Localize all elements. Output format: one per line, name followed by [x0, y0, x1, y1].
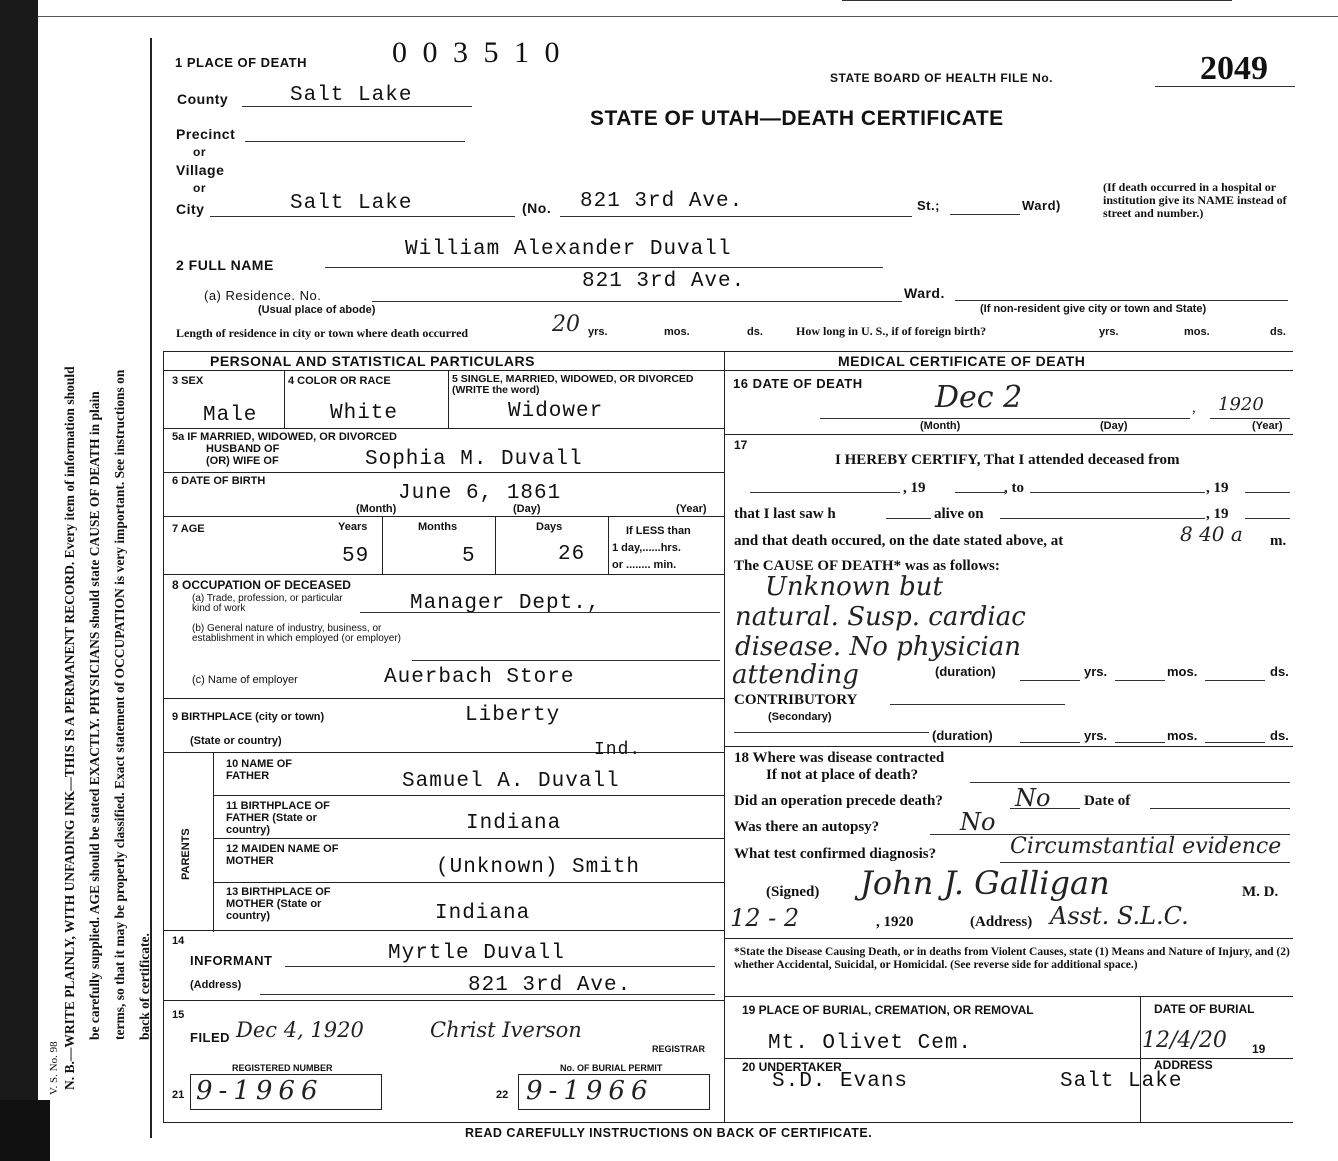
age-months-label: Months [418, 521, 458, 533]
cause-line-3: disease. No physician [735, 632, 1021, 662]
filed-number: 15 [172, 1009, 185, 1021]
sign-address: Asst. S.L.C. [1050, 902, 1189, 930]
scan-top-edge [38, 0, 1338, 17]
father-birthplace-value: Indiana [466, 812, 562, 835]
dod-day: (Day) [1100, 420, 1128, 432]
mother-birthplace-value: Indiana [435, 902, 531, 925]
operation-value: No [1015, 784, 1051, 812]
city-value: Salt Lake [290, 192, 413, 215]
burial-date-label: DATE OF BURIAL [1154, 1002, 1255, 1016]
father-label: 10 NAME OF FATHER [226, 758, 293, 782]
lessthan-2: 1 day,......hrs. [612, 542, 681, 554]
grid-bottom [163, 1122, 1293, 1123]
occurred-text: and that death occured, on the date stated above, at [734, 533, 1064, 549]
length-residence-label: Length of residence in city or town where death occurred [176, 326, 469, 340]
undertaker-label: 20 UNDERTAKER [742, 1060, 842, 1074]
lessthan-3: or ........ min. [612, 559, 677, 571]
employer-value: Auerbach Store [384, 666, 575, 689]
grid-divider [724, 351, 725, 1123]
margin-text-1: N. B.—WRITE PLAINLY, WITH UNFADING INK—THIS IS A PERMANENT RECORD. Every item of information should [62, 366, 77, 1090]
undertaker-address: Salt Lake [1060, 1070, 1183, 1093]
cause-line-1: Unknown but [765, 572, 943, 602]
father-value: Samuel A. Duvall [402, 770, 620, 793]
length-yrs: yrs. [588, 326, 608, 338]
secondary-label: (Secondary) [768, 711, 832, 723]
sign-address-label: (Address) [970, 914, 1033, 930]
informant-address: 821 3rd Ave. [468, 974, 632, 997]
foreign-label: How long in U. S., if of foreign birth? [796, 324, 987, 338]
registered-number: 9-1966 [196, 1076, 324, 1106]
scan-bottom-left [0, 1100, 50, 1161]
foreign-mos: mos. [1184, 326, 1210, 338]
undertaker-address-label: ADDRESS [1154, 1058, 1213, 1072]
certify-19a: , 19 [903, 480, 926, 496]
lessthan-1: If LESS than [626, 525, 691, 537]
age-years: 59 [342, 545, 370, 568]
contrib-ds: ds. [1270, 728, 1289, 743]
sign-date: 12 - 2 [730, 904, 800, 932]
length-ds: ds. [747, 326, 763, 338]
residence-value: 821 3rd Ave. [582, 270, 746, 293]
birthplace-label: 9 BIRTHPLACE (city or town) [172, 711, 325, 723]
age-years-label: Years [338, 521, 368, 533]
ward-label: Ward) [1022, 198, 1061, 213]
age-months: 5 [462, 545, 476, 568]
cause-mos: mos. [1167, 664, 1198, 679]
registered-number-label: REGISTERED NUMBER [232, 1063, 333, 1073]
dod-month: (Month) [920, 420, 961, 432]
state-label: (State or country) [190, 735, 282, 747]
age-days: 26 [558, 543, 586, 566]
usual-abode-label: (Usual place of abode) [258, 304, 376, 316]
filed-label: FILED [190, 1030, 231, 1045]
autopsy-label: Was there an autopsy? [734, 819, 880, 835]
dob-day: (Day) [513, 503, 541, 515]
spouse-value: Sophia M. Duvall [365, 448, 583, 471]
state-value: Ind. [594, 740, 642, 760]
date-of-death-year: 1920 [1218, 394, 1264, 415]
color-label: 4 COLOR OR RACE [288, 375, 391, 387]
contrib-duration: (duration) [932, 728, 993, 743]
county-label: County [177, 91, 229, 107]
city-label: City [176, 201, 205, 217]
length-years: 20 [552, 312, 580, 337]
color-value: White [330, 402, 399, 425]
age-days-label: Days [536, 521, 563, 533]
st-label: St.; [917, 198, 940, 213]
num-21: 21 [172, 1089, 185, 1101]
margin-text-2: be carefully supplied. AGE should be stated EXACTLY. PHYSICIANS should state CAUSE OF DEATH in plain [87, 391, 102, 1040]
time-of-death: 8 40 a [1180, 522, 1243, 546]
parents-label: PARENTS [180, 828, 192, 880]
num-22: 22 [496, 1089, 509, 1101]
spouse-label-1: 5a IF MARRIED, WIDOWED, OR DIVORCED [172, 431, 397, 443]
dod-year: (Year) [1252, 420, 1283, 432]
certify-to: , to [1004, 480, 1024, 496]
alive-19c: , 19 [1206, 506, 1229, 522]
occupation-a-label: (a) Trade, profession, or particular kind of work [192, 593, 343, 614]
employer-label: (c) Name of employer [192, 674, 298, 686]
certificate-title: STATE OF UTAH—DEATH CERTIFICATE [590, 107, 1004, 130]
cause-yrs: yrs. [1084, 664, 1108, 679]
mother-name-label: 12 MAIDEN NAME OF MOTHER [226, 843, 339, 867]
scan-left-edge [0, 0, 38, 1161]
file-no-label: STATE BOARD OF HEALTH FILE No. [830, 71, 1053, 85]
precinct-label: Precinct [176, 126, 236, 142]
informant-address-label: (Address) [190, 979, 242, 991]
father-birthplace-label: 11 BIRTHPLACE OF FATHER (State or country) [226, 800, 330, 836]
margin-text-3: terms, so that it may be properly classified. Exact statement of OCCUPATION is very important. See instructions on [112, 369, 127, 1040]
informant-label: INFORMANT [190, 953, 273, 968]
non-resident-note: (If non-resident give city or town and State) [980, 303, 1207, 315]
burial-year: 19 [1252, 1042, 1266, 1056]
margin-text-4: back of certificate. [137, 933, 152, 1040]
sign-year: , 1920 [876, 914, 914, 930]
burial-date: 12/4/20 [1142, 1028, 1227, 1053]
cause-line-4: attending [732, 660, 859, 690]
residence-ward-label: Ward. [904, 285, 945, 301]
burial-permit-number: 9-1966 [526, 1076, 654, 1106]
marital-value: Widower [508, 400, 604, 423]
registrar-label: REGISTRAR [652, 1044, 706, 1054]
informant-number: 14 [172, 935, 185, 947]
place-of-death-label: 1 PLACE OF DEATH [175, 55, 307, 70]
footnote: *State the Disease Causing Death, or in deaths from Violent Causes, state (1) Means and Nature of Injury, and (2) whether Accidental, Suicidal, or Homicidal. (See reverse side for additional space.) [734, 946, 1290, 971]
test-label: What test confirmed diagnosis? [734, 846, 937, 862]
footer-instructions: READ CAREFULLY INSTRUCTIONS ON BACK OF CERTIFICATE. [465, 1126, 873, 1140]
cause-line-2: natural. Susp. cardiac [735, 602, 1026, 632]
cause-duration: (duration) [935, 664, 996, 679]
occupation-value: Manager Dept., [410, 592, 601, 615]
grid-top [163, 351, 1293, 352]
county-value: Salt Lake [290, 84, 413, 107]
registrar-signature: Christ Iverson [430, 1018, 582, 1042]
spouse-label-3: (OR) WIFE OF [206, 455, 279, 467]
sex-label: 3 SEX [172, 375, 204, 387]
cause-ds: ds. [1270, 664, 1289, 679]
birthplace-value: Liberty [465, 704, 561, 727]
mother-birthplace-label: 13 BIRTHPLACE OF MOTHER (State or country) [226, 886, 331, 922]
alive-on-text: alive on [934, 506, 984, 522]
grid-left [163, 351, 164, 1123]
occupation-label: 8 OCCUPATION OF DECEASED [172, 578, 351, 592]
dob-value: June 6, 1861 [398, 482, 562, 505]
operation-label: Did an operation precede death? [734, 793, 943, 809]
burial-place: Mt. Olivet Cem. [768, 1032, 973, 1055]
marital-label: 5 SINGLE, MARRIED, WIDOWED, OR DIVORCED (WRITE the word) [452, 373, 694, 396]
dob-month: (Month) [356, 503, 397, 515]
mother-name-value: (Unknown) Smith [436, 856, 641, 879]
dob-year: (Year) [676, 503, 707, 515]
or-label-2: or [193, 181, 206, 195]
spouse-label-2: HUSBAND OF [206, 443, 280, 455]
physician-signature: John J. Galligan [860, 864, 1110, 902]
full-name-label: 2 FULL NAME [176, 257, 274, 273]
file-number: 2049 [1200, 50, 1268, 87]
vs-number: V. S. No. 98 [48, 1041, 60, 1095]
undertaker-value: S.D. Evans [772, 1070, 909, 1093]
medical-heading: MEDICAL CERTIFICATE OF DEATH [838, 353, 1086, 369]
dod-comma: , [1192, 400, 1196, 416]
signed-label: (Signed) [766, 884, 820, 900]
residence-label: (a) Residence. No. [204, 288, 322, 303]
hospital-note: (If death occurred in a hospital or institution give its NAME instead of street and number.) [1103, 180, 1287, 220]
or-label-1: or [193, 145, 206, 159]
informant-value: Myrtle Duvall [388, 942, 565, 965]
last-saw-text: that I last saw h [734, 506, 836, 522]
date-of-label: Date of [1084, 793, 1131, 809]
foreign-ds: ds. [1270, 326, 1286, 338]
street-value: 821 3rd Ave. [580, 190, 744, 213]
contracted-label: 18 Where was disease contracted [734, 750, 945, 766]
burial-label: 19 PLACE OF BURIAL, CREMATION, OR REMOVAL [742, 1003, 1034, 1017]
age-label: 7 AGE [172, 523, 205, 535]
contrib-mos: mos. [1167, 728, 1198, 743]
occupation-b-label: (b) General nature of industry, business, or establishment in which employed (or employer) [192, 623, 401, 644]
stamp-number: 0 0 3 5 1 0 [392, 36, 564, 69]
sex-value: Male [203, 404, 258, 427]
date-of-death-label: 16 DATE OF DEATH [733, 376, 863, 391]
num-17: 17 [734, 438, 748, 452]
full-name-value: William Alexander Duvall [405, 238, 732, 261]
contracted-label-2: If not at place of death? [766, 767, 919, 783]
md-label: M. D. [1242, 884, 1279, 900]
street-no-label: (No. [522, 200, 552, 216]
village-label: Village [176, 162, 225, 178]
foreign-yrs: yrs. [1099, 326, 1119, 338]
contributory-label: CONTRIBUTORY [734, 692, 858, 708]
burial-permit-label: No. OF BURIAL PERMIT [560, 1063, 663, 1073]
filed-date: Dec 4, 1920 [236, 1018, 364, 1042]
date-of-death-value: Dec 2 [935, 380, 1023, 415]
contrib-yrs: yrs. [1084, 728, 1108, 743]
length-mos: mos. [664, 326, 690, 338]
test-value: Circumstantial evidence [1010, 834, 1282, 859]
certify-19b: , 19 [1206, 480, 1229, 496]
autopsy-value: No [960, 808, 996, 836]
certify-text: I HEREBY CERTIFY, That I attended deceased from [835, 452, 1180, 468]
time-m: m. [1270, 533, 1287, 549]
personal-heading: PERSONAL AND STATISTICAL PARTICULARS [210, 353, 535, 369]
cause-label: The CAUSE OF DEATH* was as follows: [734, 558, 1000, 574]
dob-label: 6 DATE OF BIRTH [172, 475, 266, 487]
